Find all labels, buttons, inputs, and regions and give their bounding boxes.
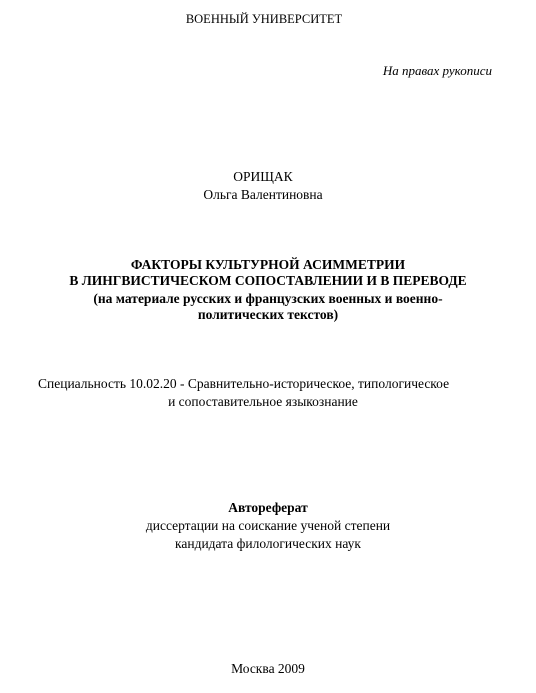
abstract-heading: Автореферат (228, 500, 308, 515)
specialty-line-2: и сопоставительное языкознание (168, 394, 358, 409)
abstract-description-line-1: диссертации на соискание ученой степени (145, 518, 391, 533)
thesis-title-line-1: ФАКТОРЫ КУЛЬТУРНОЙ АСИММЕТРИИ (130, 257, 406, 272)
university-name: ВОЕННЫЙ УНИВЕРСИТЕТ (185, 12, 343, 26)
city-and-year: Москва 2009 (231, 661, 305, 676)
author-given-names: Ольга Валентиновна (203, 187, 323, 202)
author-surname: ОРИЩАК (233, 169, 293, 184)
manuscript-rights-note: На правах рукописи (382, 63, 492, 78)
thesis-subtitle-line-2: политических текстов) (197, 307, 339, 322)
thesis-subtitle-line-1: (на материале русских и французских военных и военно- (93, 291, 443, 306)
specialty-line-1: Специальность 10.02.20 - Сравнительно-историческое, типологическое (38, 376, 450, 391)
thesis-title-line-2: В ЛИНГВИСТИЧЕСКОМ СОПОСТАВЛЕНИИ И В ПЕРЕВОДЕ (69, 273, 467, 288)
abstract-description-line-2: кандидата филологических наук (175, 536, 361, 551)
